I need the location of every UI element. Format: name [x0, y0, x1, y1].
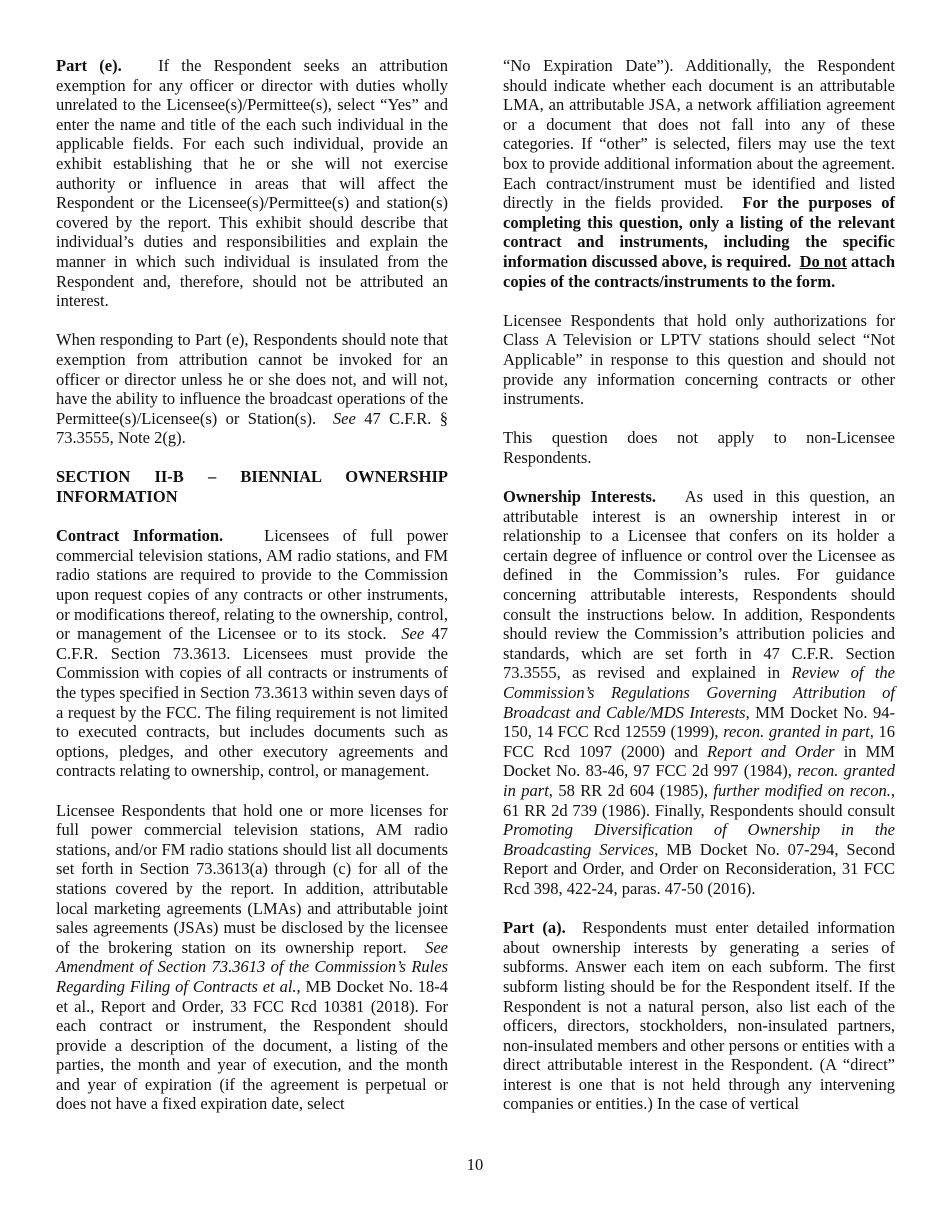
ownership-italic-3: Report and Order — [707, 741, 835, 761]
contract-info-body-2: 47 C.F.R. Section 73.3613. Licensees must provide the Commission with copies of all contracts or instruments of the types specified in Section 73.3613 within seven days of a request by the FCC. The filing requirement is not limited to executed contracts, but includes documents such as options, pledges, and other executory agreements and contracts relating to ownership, control, or management. — [56, 624, 449, 781]
ownership-text-6: , 61 RR 2d 739 (1986). Finally, Respondents should consult — [503, 780, 895, 820]
ownership-italic-2: recon. granted in part — [723, 722, 870, 742]
ownership-italic-4: recon. granted in part — [503, 761, 896, 800]
part-e-note-paragraph — [56, 330, 448, 448]
part-a-paragraph — [503, 918, 895, 1114]
contract-info-paragraph — [56, 526, 448, 781]
section-heading: SECTION II-B – BIENNIAL OWNERSHIP INFORMATION — [56, 467, 448, 507]
part-e-body: If the Respondent seeks an attribution exemption for any officer or director with duties wholly unrelated to the Licensee(s)/Permittee(s), select “Yes” and enter the name and title of the each such individual in the applicable fields. For each such individual, provide an exhibit establishing that he or she will not exercise authority or influence in areas that will affect the Respondent or the Licensee(s)/Permittee(s) and station(s) covered by the report. This exhibit should describe that individual’s duties and responsibilities and explain the manner in which such individual is insulated from the Respondent and, therefore, should not be attributed an interest. — [56, 56, 448, 311]
ownership-italic-6: Promoting Diversification of Ownership in the Broadcasting Services — [503, 820, 895, 859]
ownership-italic-5: further modified on recon. — [713, 780, 891, 800]
contract-info-see: See — [401, 624, 425, 644]
continuation-body: “No Expiration Date”). Additionally, the Respondent should indicate whether each document is an attributable LMA, an attributable JSA, a network affiliation agreement or a document that does not fall into any of these categories. If “other” is selected, filers may use the text box to provide additional information about the agreement. Each contract/instrument must be identified and listed directly in the fields provided. — [503, 56, 895, 213]
licensee-respondents-body-1: Licensee Respondents that hold one or more licenses for full power commercial television stations, AM radio stations, and/or FM radio stations should list all documents set forth in Section 73.3613(a) through (c) for all of the stations covered by the report. In addition, attributable local marketing agreements (LMAs) and attributable joint sales agreements (JSAs) must be disclosed by the licensee of the brokering station on its ownership report. — [56, 800, 448, 957]
ownership-interests-heading: Ownership Interests. — [503, 487, 657, 507]
part-e-note-text: When responding to Part (e), Respondents should note that exemption from attribution cannot be invoked for an officer or director unless he or she does not, and will not, have the ability to influence the broadcast operations of the Permittee(s)/Licensee(s) or Station(s). — [56, 330, 448, 428]
continuation-paragraph — [503, 56, 895, 291]
page-number: 10 — [466, 1155, 484, 1174]
ownership-italic-1: Review of the Commission’s Regulations Governing Attribution of Broadcast and Cable/MDS Interests — [503, 663, 895, 722]
left-column — [56, 56, 448, 1134]
ownership-text-4: in MM Docket No. 83-46, 97 FCC 2d 997 (1984), — [503, 741, 895, 781]
continuation-bold-2: attach copies of the contracts/instruments to the form. — [503, 251, 896, 291]
licensee-respondents-citation: See Amendment of Section 73.3613 of the Commission’s Rules Regarding Filing of Contracts et al. — [56, 937, 448, 996]
ownership-interests-paragraph — [503, 487, 895, 898]
part-e-note-see: See — [332, 408, 356, 428]
contract-info-body-1: Licensees of full power commercial television stations, AM radio stations, and FM radio stations are required to provide to the Commission upon request copies of any contracts or other instruments, or modifications thereof, relating to the ownership, control, or management of the Licensee or to its stock. — [56, 526, 448, 644]
non-licensee-paragraph: This question does not apply to non-Licensee Respondents. — [503, 428, 895, 467]
part-a-body: Respondents must enter detailed information about ownership interests by generating a series of subforms. Answer each item on each subform. The first subform listing should be for the Respondent itself. If the Respondent is not a natural person, also list each of the officers, directors, stockholders, non-insulated partners, non-insulated members and other persons or entities with a direct attributable interest in the Respondent. (A “direct” interest is one that is not held through any intervening companies or entities.) In the case of vertical — [503, 918, 895, 1114]
part-e-heading: Part (e). — [56, 56, 122, 75]
part-a-heading: Part (a). — [503, 918, 566, 938]
licensee-respondents-body-2: , MB Docket No. 18-4 et al., Report and Order, 33 FCC Rcd 10381 (2018). For each contract or instrument, the Respondent should provide a description of the document, a listing of the parties, the month and year of execution, and the month and year of expiration (if the agreement is perpetual or does not have a fixed expiration date, select — [56, 976, 449, 1114]
class-a-paragraph: Licensee Respondents that hold only authorizations for Class A Television or LPTV stations should select “Not Applicable” in response to this question and should not provide any information concerning contracts or other instruments. — [503, 310, 895, 409]
part-e-note-cite: 47 C.F.R. § 73.3555, Note 2(g). — [56, 408, 449, 448]
ownership-text-2: , MM Docket No. 94-150, 14 FCC Rcd 12559 (1999), — [503, 702, 895, 742]
contract-info-heading: Contract Information. — [56, 526, 224, 546]
ownership-text-5: , 58 RR 2d 604 (1985), — [548, 780, 708, 800]
right-column — [503, 56, 895, 1134]
continuation-bold-1: For the purposes of completing this question, only a listing of the relevant contract and instruments, including the specific information discussed above, is required. — [503, 193, 895, 271]
part-e-paragraph — [56, 56, 448, 311]
ownership-text-1: As used in this question, an attributable interest is an ownership interest in or relationship to a Licensee that confers on its holder a certain degree of influence or control over the Licensee as defined in the Commission’s rules. For guidance concerning attributable interests, Respondents should consult the instructions below. In addition, Respondents should review the Commission’s attribution policies and standards, which are set forth in 47 C.F.R. Section 73.3555, as revised and explained in — [503, 487, 895, 683]
continuation-do-not: Do not — [799, 251, 847, 271]
licensee-respondents-paragraph — [56, 801, 448, 1115]
ownership-text-7: , MB Docket No. 07-294, Second Report and Order, and Order on Reconsideration, 31 FCC Rcd 398, 422-24, paras. 47-50 (2016). — [503, 839, 895, 898]
ownership-text-3: , 16 FCC Rcd 1097 (2000) and — [503, 722, 896, 761]
